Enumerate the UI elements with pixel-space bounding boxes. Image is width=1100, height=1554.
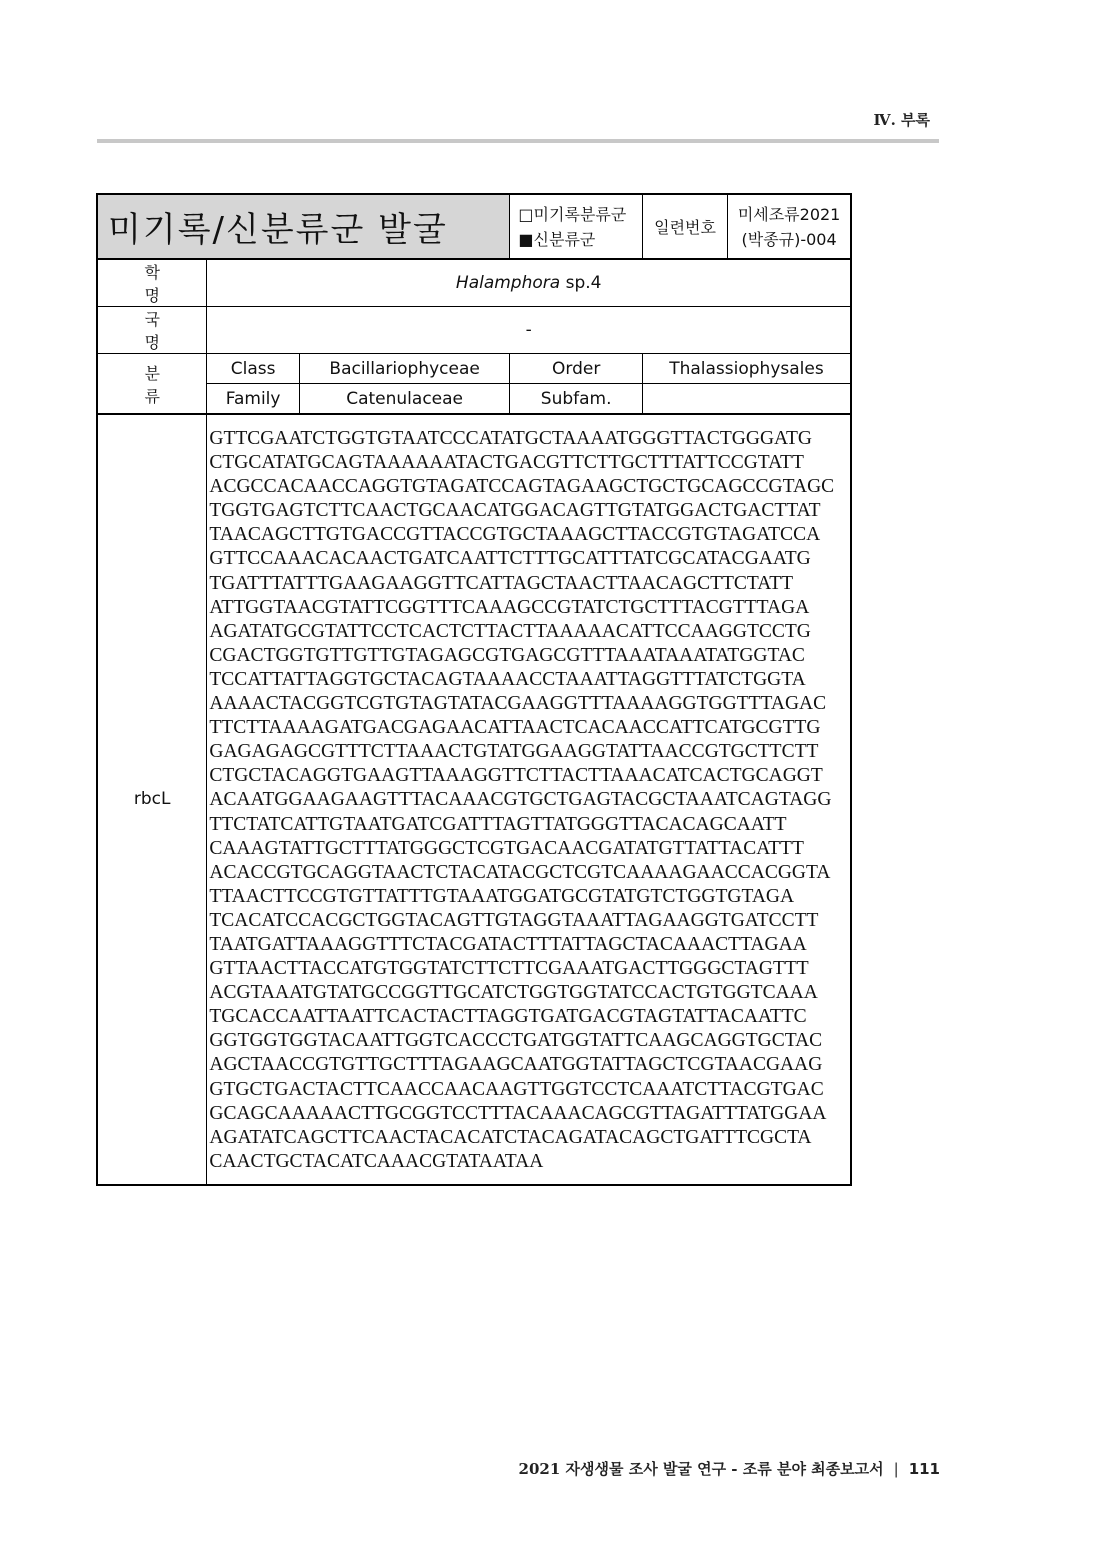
scientific-name-genus: Halamphora (455, 273, 561, 293)
sequence-line: CAAAGTATTGCTTTATGGGCTCGTGACAACGATATGTTATTACATTT (209, 837, 804, 859)
sequence-text (207, 414, 851, 1185)
class-value: Bacillariophyceae (299, 354, 510, 384)
sequence-line: TTAACTTCCGTGTTATTTGTAAATGGATGCGTATGTCTGGTGTAGA (209, 885, 795, 907)
record-table (96, 193, 852, 1186)
footer-separator: | (893, 1460, 899, 1478)
family-value: Catenulaceae (299, 384, 510, 415)
sequence-line: CTGCATATGCAGTAAAAAATACTGACGTTCTTGCTTTATTCCGTATT (209, 452, 804, 474)
sequence-line: AAAACTACGGTCGTGTAGTATACGAAGGTTTAAAAGGTGGTTTAGAC (209, 693, 827, 715)
sequence-line: GAGAGAGCGTTTCTTAAACTGTATGGAAGGTATTAACCGTGCTTCTT (209, 741, 819, 763)
page-number: 111 (908, 1460, 940, 1478)
serial-value-line-2: (박종규)-004 (741, 229, 837, 249)
sequence-line: ACGCCACAACCAGGTGTAGATCCAGTAGAAGCTGCTGCAGCCGTAGC (209, 476, 835, 498)
type-option-unrecorded: □미기록분류군 (518, 204, 627, 224)
chapter-heading: Ⅳ. 부록 (873, 111, 930, 129)
korean-name-label: 국 명 (97, 307, 207, 354)
sequence-line: AGATATCAGCTTCAACTACACATCTACAGATACAGCTGATTTCGCTA (209, 1126, 812, 1148)
sequence-line: TCCATTATTAGGTGCTACAGTAAAACCTAAATTAGGTTTATCTGGTA (209, 668, 806, 690)
type-option-new-taxon: ■신분류군 (518, 229, 596, 249)
classification-label: 분 류 (97, 354, 207, 415)
record-type-cell (510, 194, 643, 259)
sequence-line: ACGTAAATGTATGCCGGTTGCATCTGGTGGTATCCACTGTGGTCAAA (209, 982, 818, 1004)
sequence-line: GTTCCAAACACAACTGATCAATTCTTTGCATTTATCGCATACGAATG (209, 548, 811, 570)
sequence-line: TGATTTATTTGAAGAAGGTTCATTAGCTAACTTAACAGCTTCTATT (209, 572, 794, 594)
sequence-line: CAACTGCTACATCAAACGTATAATAA (209, 1150, 544, 1172)
footer-report-title: 2021 자생생물 조사 발굴 연구 - 조류 분야 최종보고서 (518, 1460, 884, 1478)
sequence-line: GTTCGAATCTGGTGTAATCCCATATGCTAAAATGGGTTACTGGGATG (209, 428, 812, 449)
page-footer (519, 1458, 940, 1479)
scientific-name-epithet: sp.4 (560, 273, 602, 293)
serial-value-cell (728, 194, 851, 259)
subfamily-value (642, 384, 851, 415)
sequence-line: GGTGGTGGTACAATTGGTCACCCTGATGGTATTCAAGCAGGTGCTAC (209, 1030, 823, 1052)
order-value: Thalassiophysales (642, 354, 851, 384)
sequence-marker-label: rbcL (97, 414, 207, 1185)
record-title: 미기록/신분류군 발굴 (97, 194, 510, 259)
sequence-line: TCACATCCACGCTGGTACAGTTGTAGGTAAATTAGAAGGTGATCCTT (209, 909, 819, 931)
family-label: Family (207, 384, 299, 415)
sequence-line: AGATATGCGTATTCCTCACTCTTACTTAAAAACATTCCAAGGTCCTG (209, 620, 811, 642)
order-label: Order (510, 354, 643, 384)
sequence-line: TAACAGCTTGTGACCGTTACCGTGCTAAAGCTTACCGTGTAGATCCA (209, 524, 821, 546)
sequence-line: TGGTGAGTCTTCAACTGCAACATGGACAGTTGTATGGACTGACTTAT (209, 500, 821, 522)
sequence-line: ACACCGTGCAGGTAACTCTACATACGCTCGTCAAAAGAACCACGGTA (209, 861, 831, 883)
sequence-line: ATTGGTAACGTATTCGGTTTCAAAGCCGTATCTGCTTTACGTTTAGA (209, 596, 810, 618)
sequence-line: GCAGCAAAAACTTGCGGTCCTTTACAAACAGCGTTAGATTTATGGAA (209, 1102, 827, 1124)
korean-name-value: - (207, 307, 851, 354)
header-rule (97, 139, 939, 143)
sequence-line: CGACTGGTGTTGTTGTAGAGCGTGAGCGTTTAAATAAATATGGTAC (209, 644, 805, 666)
sequence-line: TTCTTAAAAGATGACGAGAACATTAACTCACAACCATTCATGCGTTG (209, 717, 821, 739)
class-label: Class (207, 354, 299, 384)
sequence-line: TGCACCAATTAATTCACTACTTAGGTGATGACGTAGTATTACAATTC (209, 1006, 807, 1028)
sequence-line: CTGCTACAGGTGAAGTTAAAGGTTCTTACTTAAACATCACTGCAGGT (209, 765, 823, 787)
sequence-line: GTGCTGACTACTTCAACCAACAAGTTGGTCCTCAAATCTTACGTGAC (209, 1078, 824, 1100)
sequence-line: TAATGATTAAAGGTTTCTACGATACTTTATTAGCTACAAACTTAGAA (209, 933, 807, 955)
scientific-name-value (207, 259, 851, 307)
subfamily-label: Subfam. (510, 384, 643, 415)
sequence-line: GTTAACTTACCATGTGGTATCTTCTTCGAAATGACTTGGGCTAGTTT (209, 958, 809, 980)
sequence-line: TTCTATCATTGTAATGATCGATTTAGTTATGGGTTACACAGCAATT (209, 813, 787, 835)
serial-label: 일련번호 (642, 194, 727, 259)
serial-value-line-1: 미세조류2021 (737, 204, 841, 224)
sequence-line: AGCTAACCGTGTTGCTTTAGAAGCAATGGTATTAGCTCGTAACGAAG (209, 1054, 823, 1076)
scientific-name-label: 학 명 (97, 259, 207, 307)
sequence-line: ACAATGGAAGAAGTTTACAAACGTGCTGAGTACGCTAAATCAGTAGG (209, 789, 832, 811)
